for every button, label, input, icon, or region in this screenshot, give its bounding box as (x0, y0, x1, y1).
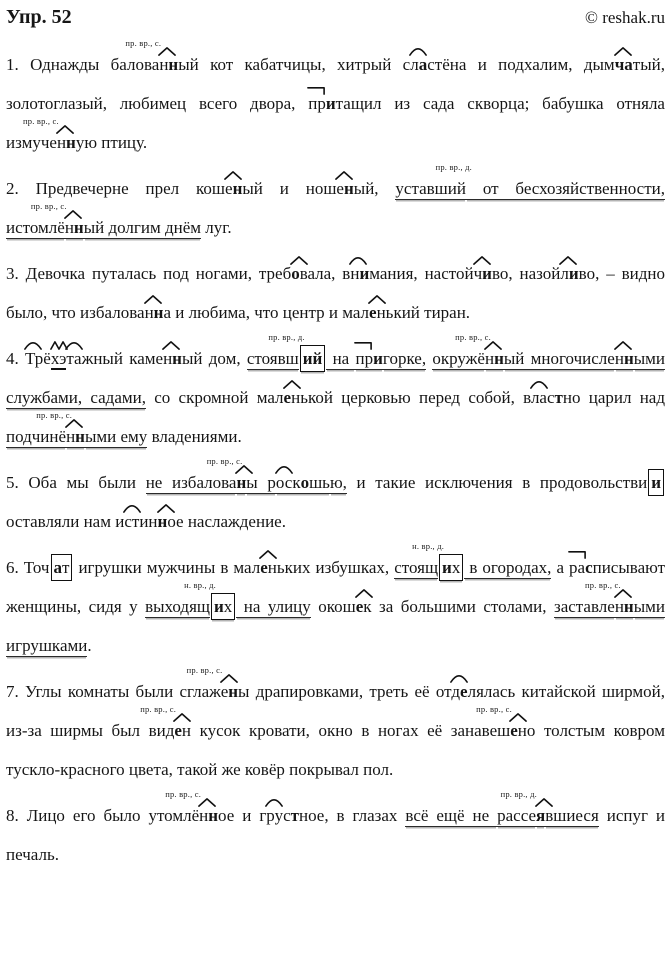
text-token: вшиеся (545, 806, 599, 825)
sentence-2 (6, 162, 665, 247)
caret-annotated-token: ек (356, 597, 372, 616)
caret-annotated-token: ень (260, 558, 284, 577)
text-token: на улицу (236, 597, 311, 616)
stressed-letter: я (536, 806, 546, 825)
text-token: ый дом, (181, 349, 247, 368)
caret-icon (162, 341, 180, 350)
text-token: 2. Предвечерне прел кош (6, 179, 226, 198)
text-token: ёна и подхалим, дым (442, 55, 615, 74)
text-token: 4. (6, 349, 26, 368)
text-token: луг. (201, 218, 232, 237)
caret-annotated-token: нн пр. вр., с. (125, 38, 179, 74)
text-token: во, – видно было, что избалова (6, 264, 665, 322)
tense-label: пр. вр., с. (476, 704, 512, 714)
text-token: ый кот кабатчицы, хитрый с (178, 55, 411, 74)
text-token: 5. Оба мы были (6, 473, 146, 492)
tense-label: пр. вр., с. (23, 116, 59, 126)
text-token: выходящ н. вр., д. (145, 580, 216, 616)
text-token: в огородах, (464, 558, 552, 577)
arc-annotated-token: руст (266, 806, 299, 825)
stressed-letter: т (290, 806, 299, 825)
stressed-letter: е (369, 303, 377, 322)
stressed-letter: и (651, 473, 661, 492)
text-token: ый многочисле (503, 349, 615, 368)
caret-icon (559, 256, 577, 265)
caret-icon (355, 589, 373, 598)
caret-annotated-token: ен пр. вр., с. (140, 704, 192, 740)
text-token: оставляли нам и (6, 512, 125, 531)
tense-label: н. вр., д. (412, 541, 445, 551)
caret-icon (473, 256, 491, 265)
stressed-letter: о (300, 473, 310, 492)
sentence-8 (6, 789, 666, 874)
text-token: и такие исключения в продовольстви (346, 473, 648, 492)
ending-box: их (439, 554, 463, 581)
caret-annotated-token: нн (145, 303, 164, 322)
stressed-letter: н (494, 349, 504, 368)
text-token: уставший пр. вр., д. (395, 162, 472, 198)
tense-label: пр. вр., с. (36, 410, 73, 420)
text-token: тащил из сада скворца; бабушка отняла измуче (6, 94, 665, 152)
stressed-letter: е (460, 682, 468, 701)
tense-label: пр. вр., с. (206, 456, 243, 466)
sentence-7 (6, 665, 665, 789)
text-token: на (326, 349, 356, 368)
arc-icon (409, 47, 427, 56)
tense-label: пр. вр., с. (140, 704, 177, 714)
caret-annotated-token: нн пр. вр., с. (30, 201, 84, 237)
text-token: окружё пр. вр., с. (432, 332, 491, 368)
ending-box (300, 345, 326, 372)
text-token: ый долгим днём (83, 218, 202, 237)
caret-annotated-token: ли (560, 264, 578, 283)
text-token: кой церковью перед собой, в (307, 388, 531, 407)
ending-box: их (211, 593, 235, 620)
text-token: ое наслаждение. (167, 512, 286, 531)
caret-annotated-token: нн пр. вр., с. (23, 116, 76, 152)
exercise-body (6, 38, 666, 874)
text-token: со скромной мал (145, 388, 284, 407)
caret-annotated-token: ова (291, 264, 315, 283)
caret-icon (290, 256, 308, 265)
arc-annotated-token: ласт (410, 55, 442, 74)
text-token: ялась китайской ширмой, из-за ширмы был вид (6, 682, 665, 740)
tense-label: пр. вр., с. (585, 580, 621, 590)
caret-annotated-token: нн (163, 349, 182, 368)
stressed-letter: н (157, 512, 168, 531)
caret-annotated-token: ен пр. вр., с. (476, 704, 527, 740)
text-token: заставле пр. вр., с. (553, 580, 621, 616)
arc-annotated-token: дел (451, 682, 476, 701)
text-token: тый, золотоглазый, любимец всего двора, (6, 55, 665, 113)
stressed-letter: о (291, 264, 300, 283)
stressed-letter: е (355, 597, 364, 616)
caret-icon (64, 210, 82, 219)
bracket-icon (568, 550, 586, 559)
stressed-letter: е (174, 721, 182, 740)
stressed-letter: н (172, 349, 182, 368)
text-token: владениями. (147, 427, 242, 446)
tense-label: н. вр., д. (184, 580, 216, 590)
sentence-5 (6, 456, 665, 541)
arc-annotated-token: Трё (25, 349, 51, 368)
caret-annotated-token: ен пр. вр., с. (186, 665, 239, 701)
text-token: ое и г (218, 806, 267, 825)
text-token: ыми ему (84, 427, 148, 446)
text-token: рассе (497, 806, 537, 825)
arc-icon (24, 341, 42, 350)
text-token: 3. Девочка путалась под ногами, треб (6, 264, 292, 283)
text-token: стоящ н. вр., д. (394, 541, 445, 577)
ending-box: ат (51, 554, 73, 581)
text-token: ую птицу. (75, 133, 148, 152)
tense-label: пр. вр., с. (186, 665, 223, 675)
stressed-letter: н (66, 133, 76, 152)
sentence-4 (6, 332, 666, 456)
bracket-annotated-token: при (308, 94, 335, 113)
stressed-letter: н (623, 597, 634, 616)
text-token: испуг и печаль. (6, 806, 666, 864)
caret-icon (368, 295, 386, 304)
caret-annotated-token (615, 55, 633, 74)
sentence-3 (6, 254, 665, 332)
caret-annotated-token: ен (336, 179, 353, 198)
stressed-letter: н (153, 303, 164, 322)
arc-icon (265, 798, 283, 807)
text-token: ких избушках, (284, 558, 395, 577)
caret-annotated-token: нн (66, 427, 85, 448)
text-token: стоявш пр. вр., д. (246, 332, 305, 368)
text-token: балова (110, 55, 160, 74)
stressed-letter: е (510, 721, 518, 740)
tense-label: пр. вр., с. (165, 789, 202, 799)
stressed-letter: т (554, 388, 563, 407)
caret-icon (220, 674, 238, 683)
text-token: во, назой (491, 264, 561, 283)
text-token: от бесхозяйственности, истомлё (6, 179, 665, 237)
caret-annotated-token: нн (485, 349, 504, 370)
caret-icon (65, 419, 83, 428)
stressed-letter: н (232, 179, 243, 198)
caret-icon (335, 171, 353, 180)
stressed-letter: н (208, 806, 219, 825)
stressed-letter: и (442, 558, 452, 577)
caret-icon (614, 589, 632, 598)
stressed-letter: и (373, 349, 383, 368)
text-token: ный каме (93, 349, 164, 368)
caret-annotated-token: нн (615, 349, 634, 370)
caret-icon (158, 47, 176, 56)
text-token: всё ещё не (405, 806, 498, 825)
stressed-letter: с (585, 558, 593, 577)
text-token: ы р (246, 473, 276, 492)
text-token: . (87, 636, 92, 655)
stressed-letter: н (73, 218, 84, 237)
caret-icon (224, 171, 242, 180)
arc-annotated-token: нима (350, 264, 387, 283)
text-token: 1. Однажды (6, 55, 111, 74)
text-token: ый и нош (242, 179, 337, 198)
text-token: о толстым ковром тускло-красного цвета, такой же ковёр покрывал пол. (6, 721, 665, 779)
caret-annotated-token: нн (615, 597, 634, 618)
caret-annotated-token: чи (474, 264, 492, 283)
arc-annotated-token: таж (66, 349, 93, 368)
page-header (6, 6, 665, 29)
caret-annotated-token: ень (369, 303, 393, 322)
bracket-icon (307, 86, 325, 95)
text-token: 6. Точ (6, 558, 50, 577)
stressed-letter: н (236, 473, 247, 492)
caret-icon (144, 295, 162, 304)
copyright-watermark: © reshak.ru (585, 8, 665, 27)
arc-icon (530, 380, 548, 389)
caret-icon (173, 713, 191, 722)
caret-annotated-token (158, 512, 168, 531)
bracket-icon (354, 341, 372, 350)
stressed-letter: е (283, 388, 292, 407)
arc-icon (450, 674, 468, 683)
caret-annotated-token: нн пр. вр., с. (165, 789, 219, 825)
arc-icon (275, 465, 293, 474)
caret-icon (259, 550, 277, 559)
stressed-letter: ча (614, 55, 633, 74)
tense-label: пр. вр., д. (268, 332, 305, 342)
sentence-6 (6, 541, 666, 665)
stressed-letter: н (168, 55, 179, 74)
text-token: ый, (353, 179, 396, 198)
text-token: не избалова пр. вр., с. (145, 456, 243, 492)
arc-icon (65, 341, 83, 350)
zigzag-annotated-token: хэ (51, 349, 67, 370)
text-token: ния, настой (387, 264, 474, 283)
sentence-1 (6, 38, 665, 162)
bracket-annotated-token: рас (569, 558, 593, 577)
text-token: писывают женщины, сидя у (6, 558, 666, 616)
text-token: подчинё пр. вр., с. (6, 410, 73, 446)
arc-annotated-token: ласт (531, 388, 563, 407)
caret-annotated-token (236, 473, 246, 494)
caret-icon (614, 341, 632, 350)
text-token: окош (310, 597, 356, 616)
text-token: а и любима, что центр и мал (163, 303, 370, 322)
caret-icon (198, 798, 216, 807)
text-token: 8. Лицо его было утомлё (6, 806, 200, 825)
arc-annotated-token: стин (124, 512, 157, 531)
stressed-letter: н (343, 179, 354, 198)
text-token: ю, (329, 473, 347, 492)
text-token: ыми игрушками (6, 597, 665, 655)
stressed-letter: и (213, 597, 224, 616)
arc-icon (123, 504, 141, 513)
text-token: а (551, 558, 570, 577)
text-token: 7. Углы комнаты были сглаж (6, 682, 221, 701)
caret-icon (283, 380, 301, 389)
stressed-letter: е (260, 558, 268, 577)
text-token: ыми службами, садами, (6, 349, 666, 407)
text-token: ы драпировками, треть её от (238, 682, 452, 701)
text-token: за большими столами, (371, 597, 554, 616)
stressed-letter: а (418, 55, 428, 74)
caret-icon (509, 713, 527, 722)
caret-icon (56, 125, 74, 134)
caret-icon (484, 341, 502, 350)
tense-label: пр. вр., д. (500, 789, 537, 799)
caret-icon (614, 47, 632, 56)
stressed-letter: н (75, 427, 85, 446)
text-token: ла, в (315, 264, 351, 283)
stressed-letter: и (568, 264, 579, 283)
stressed-letter: и (482, 264, 492, 283)
arc-icon (349, 256, 367, 265)
tense-label: пр. вр., с. (30, 201, 67, 211)
text-token: горке, (382, 349, 427, 368)
text-token: кий тиран. (393, 303, 471, 322)
tense-label: пр. вр., с. (125, 38, 162, 48)
caret-annotated-token: ен (225, 179, 242, 198)
arc-annotated-token: оскошь (276, 473, 330, 494)
text-token: кусок кровати, окно в ногах её занавеш (191, 721, 511, 740)
stressed-letter: а (53, 558, 62, 577)
stressed-letter: и (359, 264, 370, 283)
stressed-letter: и (325, 94, 336, 113)
exercise-title: Упр. 52 (6, 6, 72, 28)
stressed-letter: н (228, 682, 239, 701)
tense-label: пр. вр., д. (435, 162, 472, 172)
text-token: ное, в глазах (298, 806, 406, 825)
caret-annotated-token: ень (284, 388, 308, 407)
stressed-letter: ий (302, 349, 323, 368)
text-token: но царил над (562, 388, 665, 407)
tense-label: пр. вр., с. (455, 332, 491, 342)
bracket-annotated-token: при (355, 349, 382, 370)
stressed-letter: н (623, 349, 634, 368)
ending-box (648, 469, 664, 496)
text-token: игрушки мужчины в мал (73, 558, 261, 577)
